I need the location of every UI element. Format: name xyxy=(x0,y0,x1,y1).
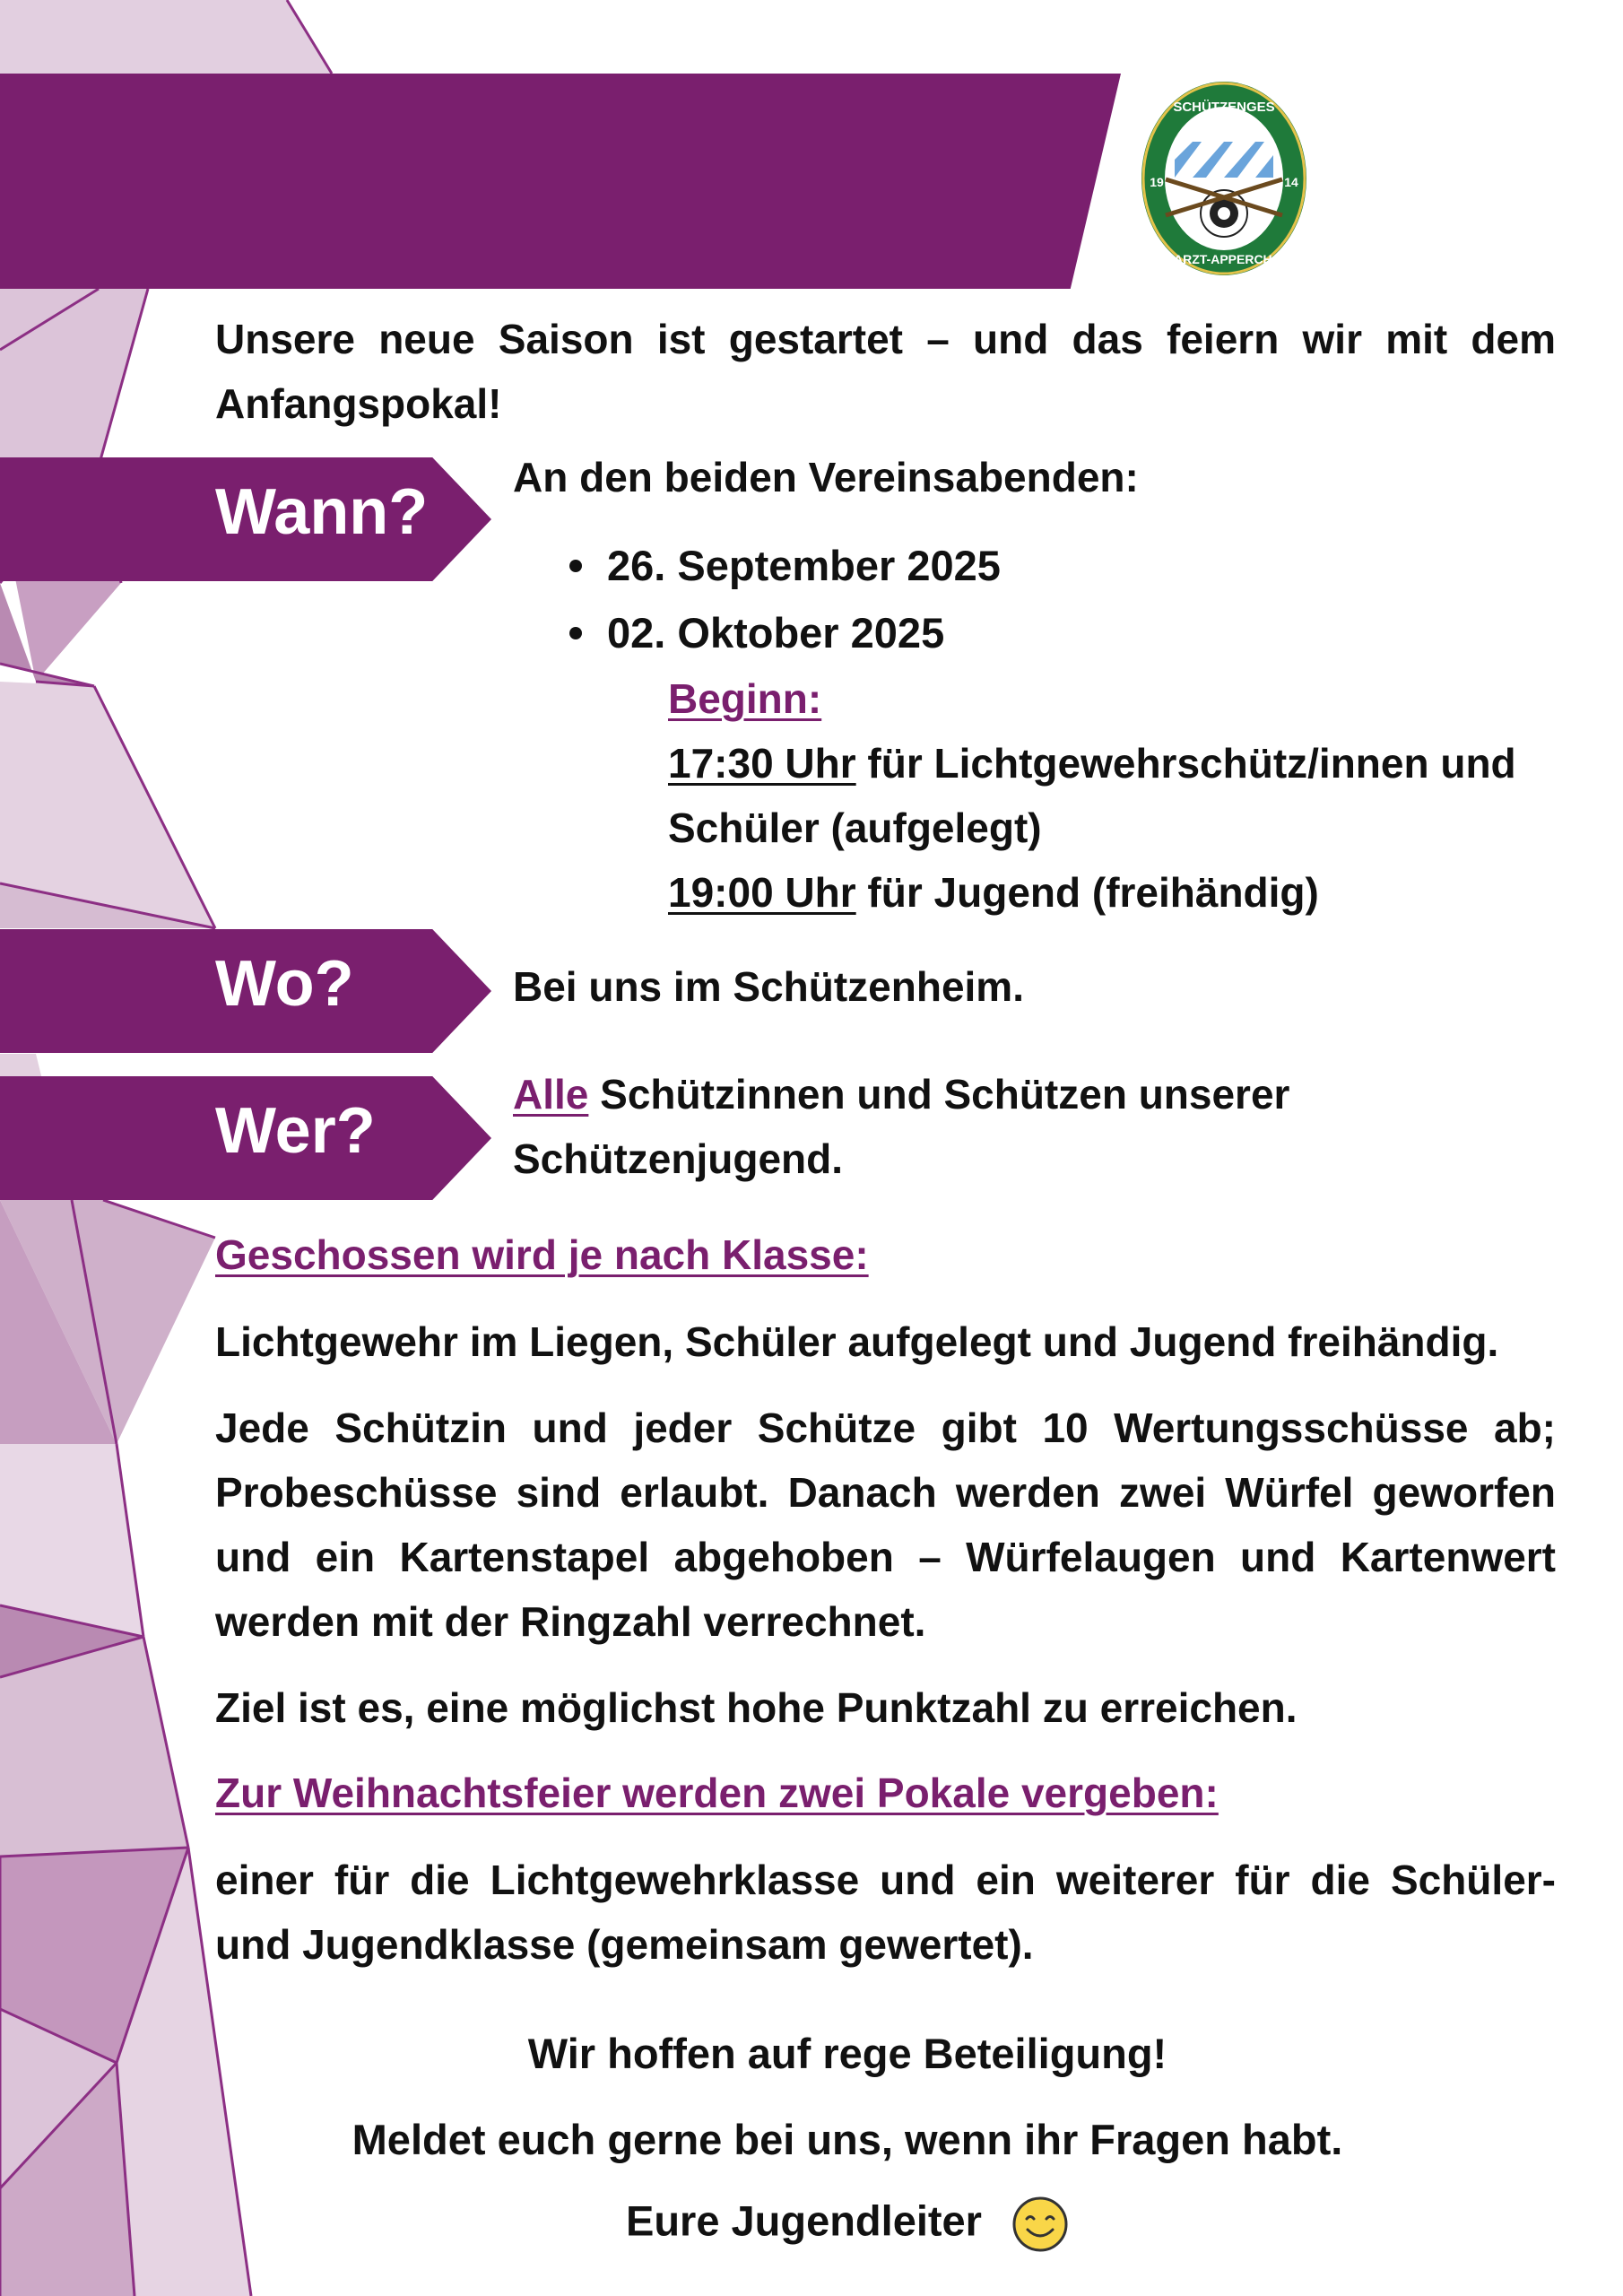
wer-label: Wer? xyxy=(215,1095,376,1167)
time-1-text: für Lichtgewehrschütz/innen und xyxy=(855,740,1516,787)
signature-text: Eure Jugendleiter xyxy=(625,2196,982,2245)
closing-line-3 xyxy=(36,2196,1623,2253)
time-line-2 xyxy=(668,868,1319,917)
klasse-heading: Geschossen wird je nach Klasse: xyxy=(215,1231,869,1278)
closing-line-1: Wir hoffen auf rege Beteiligung! xyxy=(527,2030,1167,2077)
time-line-1 xyxy=(668,739,1516,787)
svg-text:14: 14 xyxy=(1284,175,1298,189)
wann-lead: An den beiden Vereinsabenden: xyxy=(513,454,1139,500)
wo-label: Wo? xyxy=(215,948,354,1020)
svg-text:JARZT-APPERCHA: JARZT-APPERCHA xyxy=(1167,252,1281,266)
svg-text:SCHÜTZENGES: SCHÜTZENGES xyxy=(1173,100,1275,115)
svg-text:19: 19 xyxy=(1150,175,1164,189)
date-item-2 xyxy=(569,608,944,657)
wo-text: Bei uns im Schützenheim. xyxy=(513,963,1024,1010)
date-item-1 xyxy=(569,541,1001,590)
smiley-icon xyxy=(1011,2196,1069,2253)
closing-line-2: Meldet euch gerne bei uns, wenn ihr Fragen habt. xyxy=(352,2116,1343,2163)
klasse-paragraph-1: Lichtgewehr im Liegen, Schüler aufgelegt und Jugend freihändig. xyxy=(215,1318,1499,1365)
date-text-1: 26. September 2025 xyxy=(607,542,1001,589)
title-banner xyxy=(0,74,1121,289)
intro-text: Unsere neue Saison ist gestartet – und das feiern wir mit dem Anfangspokal! xyxy=(215,316,1556,427)
klasse-paragraph-2: Jede Schützin und jeder Schütze gibt 10 Wertungsschüsse ab; Probeschüsse sind erlaubt. Danach werden zwei Würfel geworfen und ein Kartenstapel abgehoben – Würfelaugen und Kartenwert werden mit der Ringzahl verrechnet. xyxy=(215,1405,1556,1645)
wer-text-line2: Schützenjugend. xyxy=(513,1135,843,1182)
pokale-heading: Zur Weihnachtsfeier werden zwei Pokale vergeben: xyxy=(215,1770,1219,1816)
bullet-icon xyxy=(569,560,582,572)
wer-text-line1 xyxy=(513,1070,1289,1118)
date-text-2: 02. Oktober 2025 xyxy=(607,609,945,657)
wer-text-1: Schützinnen und Schützen unserer xyxy=(588,1071,1290,1118)
wann-label: Wann? xyxy=(215,476,429,548)
wer-alle: Alle xyxy=(513,1071,589,1118)
club-logo xyxy=(1139,79,1309,278)
time-2-text: für Jugend (freihändig) xyxy=(855,869,1319,916)
klasse-paragraph-3: Ziel ist es, eine möglichst hohe Punktzahl zu erreichen. xyxy=(215,1684,1298,1731)
time-1: 17:30 Uhr xyxy=(668,740,856,787)
time-2: 19:00 Uhr xyxy=(668,869,856,916)
pokale-text: einer für die Lichtgewehrklasse und ein weiterer für die Schüler- und Jugendklasse (gemeinsam gewertet). xyxy=(215,1857,1556,1968)
time-line-1b: Schüler (aufgelegt) xyxy=(668,804,1042,851)
beginn-label: Beginn: xyxy=(668,675,822,722)
bullet-icon xyxy=(569,627,582,639)
